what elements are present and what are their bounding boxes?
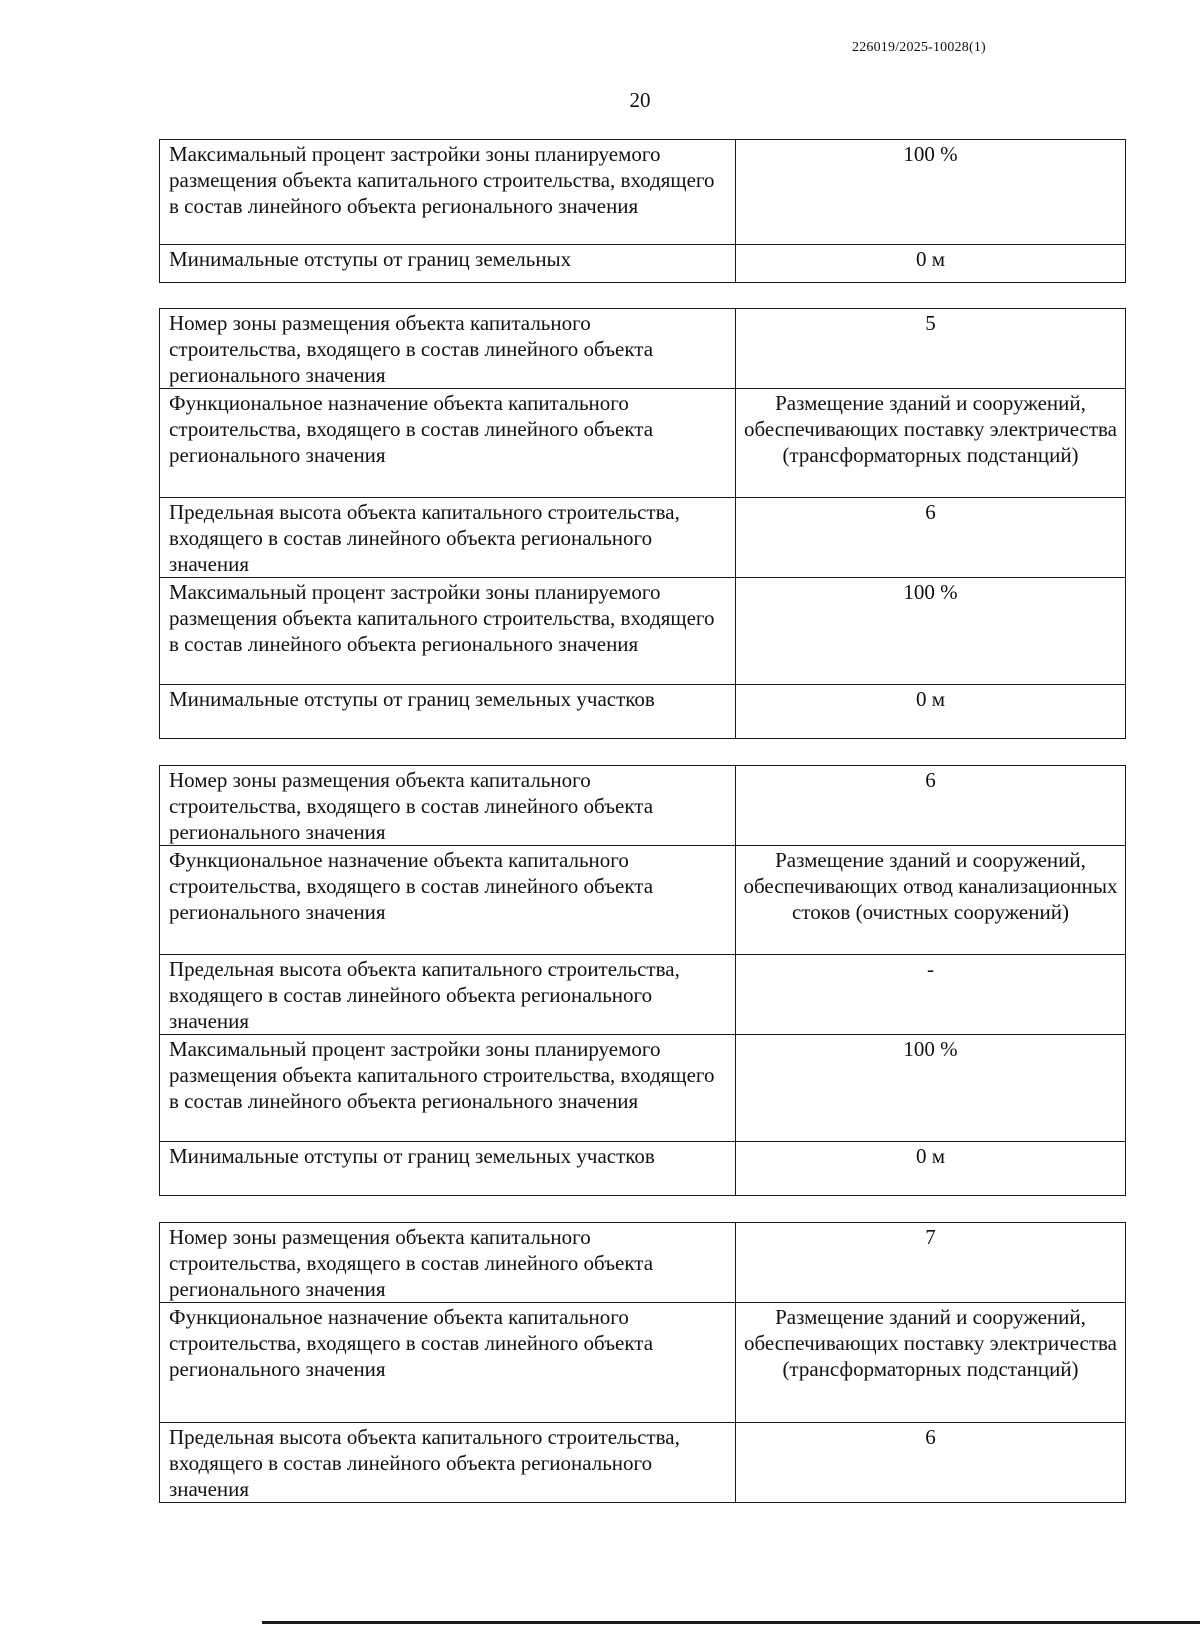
row-value: 5 [736, 309, 1126, 389]
document-number: 226019/2025-10028(1) [852, 40, 986, 55]
table-row [160, 498, 1126, 578]
row-value: 100 % [736, 140, 1126, 245]
row-label: Минимальные отступы от границ земельных [160, 245, 736, 283]
table-row [160, 766, 1126, 846]
table-row [160, 309, 1126, 389]
row-label: Номер зоны размещения объекта капитального строительства, входящего в состав линейного объекта регионального значения [160, 1223, 736, 1303]
row-value: Размещение зданий и сооружений, обеспечивающих поставку электричества (трансформаторных подстанций) [736, 389, 1126, 498]
zone-table [159, 308, 1126, 739]
table-row [160, 1423, 1126, 1503]
row-label: Предельная высота объекта капитального строительства, входящего в состав линейного объекта регионального значения [160, 955, 736, 1035]
zone-table [159, 139, 1126, 283]
table-row [160, 846, 1126, 955]
row-value: 6 [736, 498, 1126, 578]
table-row [160, 578, 1126, 685]
row-value: 6 [736, 766, 1126, 846]
row-label: Функциональное назначение объекта капитального строительства, входящего в состав линейного объекта регионального значения [160, 389, 736, 498]
row-label: Номер зоны размещения объекта капитального строительства, входящего в состав линейного объекта регионального значения [160, 766, 736, 846]
row-value: 100 % [736, 1035, 1126, 1142]
table-row [160, 1223, 1126, 1303]
row-label: Предельная высота объекта капитального строительства, входящего в состав линейного объекта регионального значения [160, 498, 736, 578]
table-row [160, 1142, 1126, 1196]
row-label: Предельная высота объекта капитального строительства, входящего в состав линейного объекта регионального значения [160, 1423, 736, 1503]
row-value: 7 [736, 1223, 1126, 1303]
row-value: 100 % [736, 578, 1126, 685]
row-label: Максимальный процент застройки зоны планируемого размещения объекта капитального строительства, входящего в состав линейного объекта регионального значения [160, 140, 736, 245]
table-row [160, 955, 1126, 1035]
zone-table [159, 1222, 1126, 1503]
table-row [160, 140, 1126, 245]
row-label: Максимальный процент застройки зоны планируемого размещения объекта капитального строительства, входящего в состав линейного объекта регионального значения [160, 1035, 736, 1142]
table-row [160, 1035, 1126, 1142]
row-label: Номер зоны размещения объекта капитального строительства, входящего в состав линейного объекта регионального значения [160, 309, 736, 389]
table-row [160, 685, 1126, 739]
table-row [160, 245, 1126, 283]
zone-table [159, 765, 1126, 1196]
row-label: Функциональное назначение объекта капитального строительства, входящего в состав линейного объекта регионального значения [160, 1303, 736, 1423]
row-label: Минимальные отступы от границ земельных участков [160, 685, 736, 739]
row-value: 6 [736, 1423, 1126, 1503]
row-value: Размещение зданий и сооружений, обеспечивающих поставку электричества (трансформаторных подстанций) [736, 1303, 1126, 1423]
row-value: 0 м [736, 1142, 1126, 1196]
row-value: Размещение зданий и сооружений, обеспечивающих отвод канализационных стоков (очистных сооружений) [736, 846, 1126, 955]
row-label: Функциональное назначение объекта капитального строительства, входящего в состав линейного объекта регионального значения [160, 846, 736, 955]
row-value: 0 м [736, 685, 1126, 739]
row-value: - [736, 955, 1126, 1035]
row-value: 0 м [736, 245, 1126, 283]
bottom-scan-border [262, 1621, 1200, 1624]
row-label: Минимальные отступы от границ земельных участков [160, 1142, 736, 1196]
page-number: 20 [629, 88, 651, 112]
row-label: Максимальный процент застройки зоны планируемого размещения объекта капитального строительства, входящего в состав линейного объекта регионального значения [160, 578, 736, 685]
table-row [160, 389, 1126, 498]
table-row [160, 1303, 1126, 1423]
